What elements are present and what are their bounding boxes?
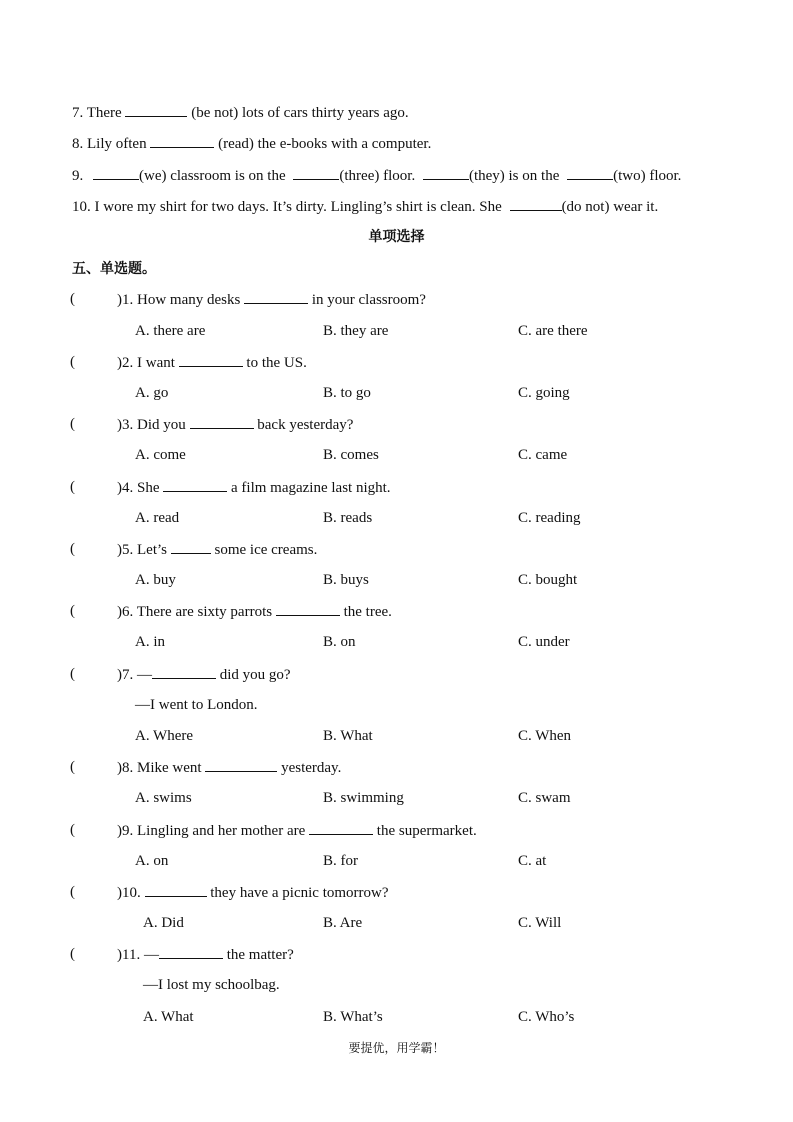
question-1 [117,290,426,309]
option-c[interactable]: C. Who’s [518,1009,575,1025]
option-b[interactable]: B. swimming [323,790,404,806]
question-stem: )2. I want [117,355,179,371]
text: (they) is on the [468,168,564,184]
answer-paren[interactable]: ( [70,759,75,775]
text: (we) classroom is on the [139,168,290,184]
text: 8. Lily often [72,136,151,152]
option-a[interactable]: A. come [135,447,186,463]
option-c[interactable]: C. Will [518,915,562,931]
question-stem: the matter? [222,947,294,963]
answer-blank[interactable] [125,103,187,117]
answer-blank[interactable] [190,415,254,429]
answer-blank[interactable] [309,821,373,835]
question-10 [117,883,389,902]
answer-blank[interactable] [179,353,243,367]
option-a[interactable]: A. in [135,634,165,650]
question-stem: )6. There are sixty parrots [117,604,276,620]
question-stem: they have a picnic tomorrow? [206,885,389,901]
question-stem: in your classroom? [308,292,426,308]
option-c[interactable]: C. reading [518,510,581,526]
question-stem: back yesterday? [253,417,354,433]
question-5 [117,540,317,559]
answer-blank[interactable] [423,166,469,180]
option-c[interactable]: C. bought [518,572,578,588]
option-c[interactable]: C. came [518,447,568,463]
option-a[interactable]: A. What [143,1009,194,1025]
answer-blank[interactable] [159,945,223,959]
question-6 [117,602,392,621]
answer-paren[interactable]: ( [70,291,75,307]
option-a[interactable]: A. on [135,853,169,869]
question-stem: )3. Did you [117,417,190,433]
question-stem: the supermarket. [373,823,477,839]
option-a[interactable]: A. Where [135,728,194,744]
option-a[interactable]: A. go [135,385,169,401]
option-b[interactable]: B. they are [323,323,389,339]
option-b[interactable]: B. reads [323,510,373,526]
question-stem: yesterday. [277,760,342,776]
question-stem: a film magazine last night. [227,480,391,496]
answer-blank[interactable] [293,166,339,180]
fill-blank-item-7 [72,103,409,122]
answer-blank[interactable] [152,665,216,679]
answer-blank[interactable] [171,540,211,554]
text: (read) the e-books with a computer. [214,136,432,152]
question-2 [117,353,307,372]
text: (two) floor. [613,168,682,184]
question-stem: )11. — [117,947,159,963]
option-c[interactable]: C. are there [518,323,588,339]
option-c[interactable]: C. swam [518,790,571,806]
option-b[interactable]: B. for [323,853,358,869]
fill-blank-item-10 [72,197,658,216]
question-stem: )4. She [117,480,164,496]
question-stem: )8. Mike went [117,760,206,776]
question-stem: the tree. [339,604,392,620]
answer-blank[interactable] [510,197,562,211]
answer-paren[interactable]: ( [70,354,75,370]
question-reply: —I went to London. [135,697,258,713]
option-c[interactable]: C. going [518,385,570,401]
option-c[interactable]: C. at [518,853,547,869]
question-stem: )9. Lingling and her mother are [117,823,310,839]
answer-paren[interactable]: ( [70,884,75,900]
answer-paren[interactable]: ( [70,416,75,432]
answer-paren[interactable]: ( [70,479,75,495]
text: 7. There [72,105,126,121]
answer-blank[interactable] [150,134,214,148]
question-stem: did you go? [216,667,291,683]
option-a[interactable]: A. there are [135,323,206,339]
option-c[interactable]: C. under [518,634,570,650]
text: (do not) wear it. [561,199,659,215]
answer-paren[interactable]: ( [70,666,75,682]
option-a[interactable]: A. buy [135,572,176,588]
question-9 [117,821,477,840]
option-b[interactable]: B. buys [323,572,369,588]
question-stem: )5. Let’s [117,542,171,558]
answer-paren[interactable]: ( [70,822,75,838]
answer-paren[interactable]: ( [70,603,75,619]
answer-blank[interactable] [93,166,139,180]
question-11 [117,945,294,964]
fill-blank-item-9 [72,166,681,185]
option-b[interactable]: B. Are [323,915,363,931]
fill-blank-item-8 [72,134,431,153]
question-3 [117,415,353,434]
text: 10. I wore my shirt for two days. It’s dirty. Lingling’s shirt is clean. She [72,199,506,215]
option-a[interactable]: A. swims [135,790,192,806]
question-stem: to the US. [242,355,307,371]
option-a[interactable]: A. read [135,510,180,526]
question-4 [117,478,391,497]
question-stem: )7. — [117,667,152,683]
question-stem: )10. [117,885,145,901]
text: 9. [72,168,87,184]
section-title: 五、单选题。 [72,261,156,277]
answer-blank[interactable] [244,290,308,304]
option-a[interactable]: A. Did [143,915,184,931]
answer-blank[interactable] [163,478,227,492]
option-b[interactable]: B. What’s [323,1009,383,1025]
option-b[interactable]: B. What [323,728,373,744]
option-b[interactable]: B. comes [323,447,379,463]
option-b[interactable]: B. on [323,634,356,650]
question-7 [117,665,291,684]
answer-paren[interactable]: ( [70,541,75,557]
question-stem: some ice creams. [210,542,318,558]
answer-blank[interactable] [276,602,340,616]
page-footer: 要提优，用学霸！ [348,1041,445,1055]
option-c[interactable]: C. When [518,728,572,744]
answer-paren[interactable]: ( [70,946,75,962]
text: (three) floor. [339,168,419,184]
part-heading: 单项选择 [368,229,425,245]
text: (be not) lots of cars thirty years ago. [187,105,409,121]
question-stem: )1. How many desks [117,292,245,308]
answer-blank[interactable] [145,883,207,897]
answer-blank[interactable] [567,166,613,180]
question-8 [117,758,341,777]
answer-blank[interactable] [205,758,277,772]
question-reply: —I lost my schoolbag. [143,977,280,993]
option-b[interactable]: B. to go [323,385,371,401]
